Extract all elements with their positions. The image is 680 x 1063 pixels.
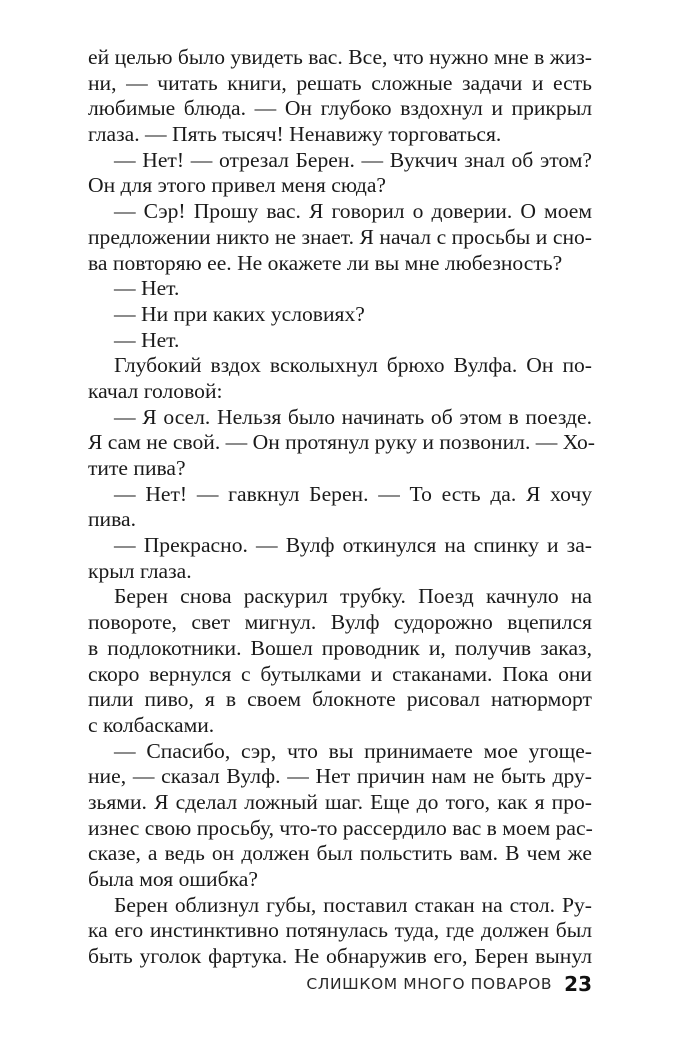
text-line: Берен облизнул губы, поставил стакан на стол. Ру- [114, 892, 592, 917]
text-line: — Прекрасно. — Вулф откинулся на спинку и за- [114, 533, 592, 558]
text-line: была моя ошибка? [88, 867, 258, 891]
running-title: СЛИШКОМ МНОГО ПОВАРОВ [306, 975, 553, 993]
text-line: — Нет! — отрезал Берен. — Вукчич знал об этом? [114, 147, 592, 172]
text-line: глаза. — Пять тысяч! Ненавижу торговаться. [88, 122, 502, 147]
page-number: 23 [564, 972, 592, 996]
text-line: повороте, свет мигнул. Вулф судорожно вцепился [88, 610, 592, 635]
text-line: Глубокий вздох всколыхнул брюхо Вулфа. Он по- [114, 353, 592, 378]
text-line: качал головой: [88, 378, 223, 403]
text-line: крыл глаза. [88, 558, 192, 583]
text-line: пили пиво, я в своем блокноте рисовал натюрморт [88, 687, 592, 712]
text-line: предложении никто не знает. Я начал с просьбы и сно- [88, 224, 592, 249]
text-line: — Ни при каких условиях? [114, 301, 365, 326]
text-line: — Нет. [114, 276, 180, 301]
text-line: любимые блюда. — Он глубоко вздохнул и прикрыл [88, 96, 592, 121]
text-line: ей целью было увидеть вас. Все, что нужно мне в жиз- [88, 45, 592, 69]
text-line: ние, — сказал Вулф. — Нет причин нам не быть дру- [88, 764, 592, 789]
page-footer [88, 970, 592, 998]
text-line: сказе, а ведь он должен был польстить вам. В чем же [88, 841, 592, 866]
text-line: изнес свою просьбу, что-то рассердило вас в моем рас- [88, 815, 593, 840]
text-line: быть уголок фартука. Не обнаружив его, Берен вынул [88, 944, 592, 969]
text-line: — Я осел. Нельзя было начинать об этом в поезде. [114, 404, 592, 429]
text-line: в подлокотники. Вошел проводник и, получив заказ, [88, 635, 592, 660]
text-line: ва повторяю ее. Не окажете ли вы мне любезность? [88, 250, 563, 275]
text-line: зьями. Я сделал ложный шаг. Еще до того, как я про- [88, 789, 592, 814]
text-line: пива. [88, 507, 137, 532]
text-line: Он для этого привел меня сюда? [88, 173, 387, 198]
text-line: с колбасками. [88, 712, 215, 737]
text-line: — Сэр! Прошу вас. Я говорил о доверии. О моем [114, 199, 592, 224]
text-line: тите пива? [88, 456, 186, 480]
text-line: — Спасибо, сэр, что вы принимаете мое угоще- [114, 738, 592, 763]
text-line: ни, — читать книги, решать сложные задачи и есть [88, 70, 592, 95]
text-line: скоро вернулся с бутылками и стаканами. Пока они [88, 661, 592, 686]
text-line: ка его инстинктивно потянулась туда, где должен был [88, 918, 592, 943]
text-line: Я сам не свой. — Он протянул руку и позвонил. — Хо- [88, 430, 595, 455]
text-line: — Нет. [114, 327, 180, 352]
text-line: — Нет! — гавкнул Берен. — То есть да. Я хочу [114, 481, 592, 506]
body-text [88, 45, 595, 970]
text-line: Берен снова раскурил трубку. Поезд качнуло на [114, 584, 592, 609]
